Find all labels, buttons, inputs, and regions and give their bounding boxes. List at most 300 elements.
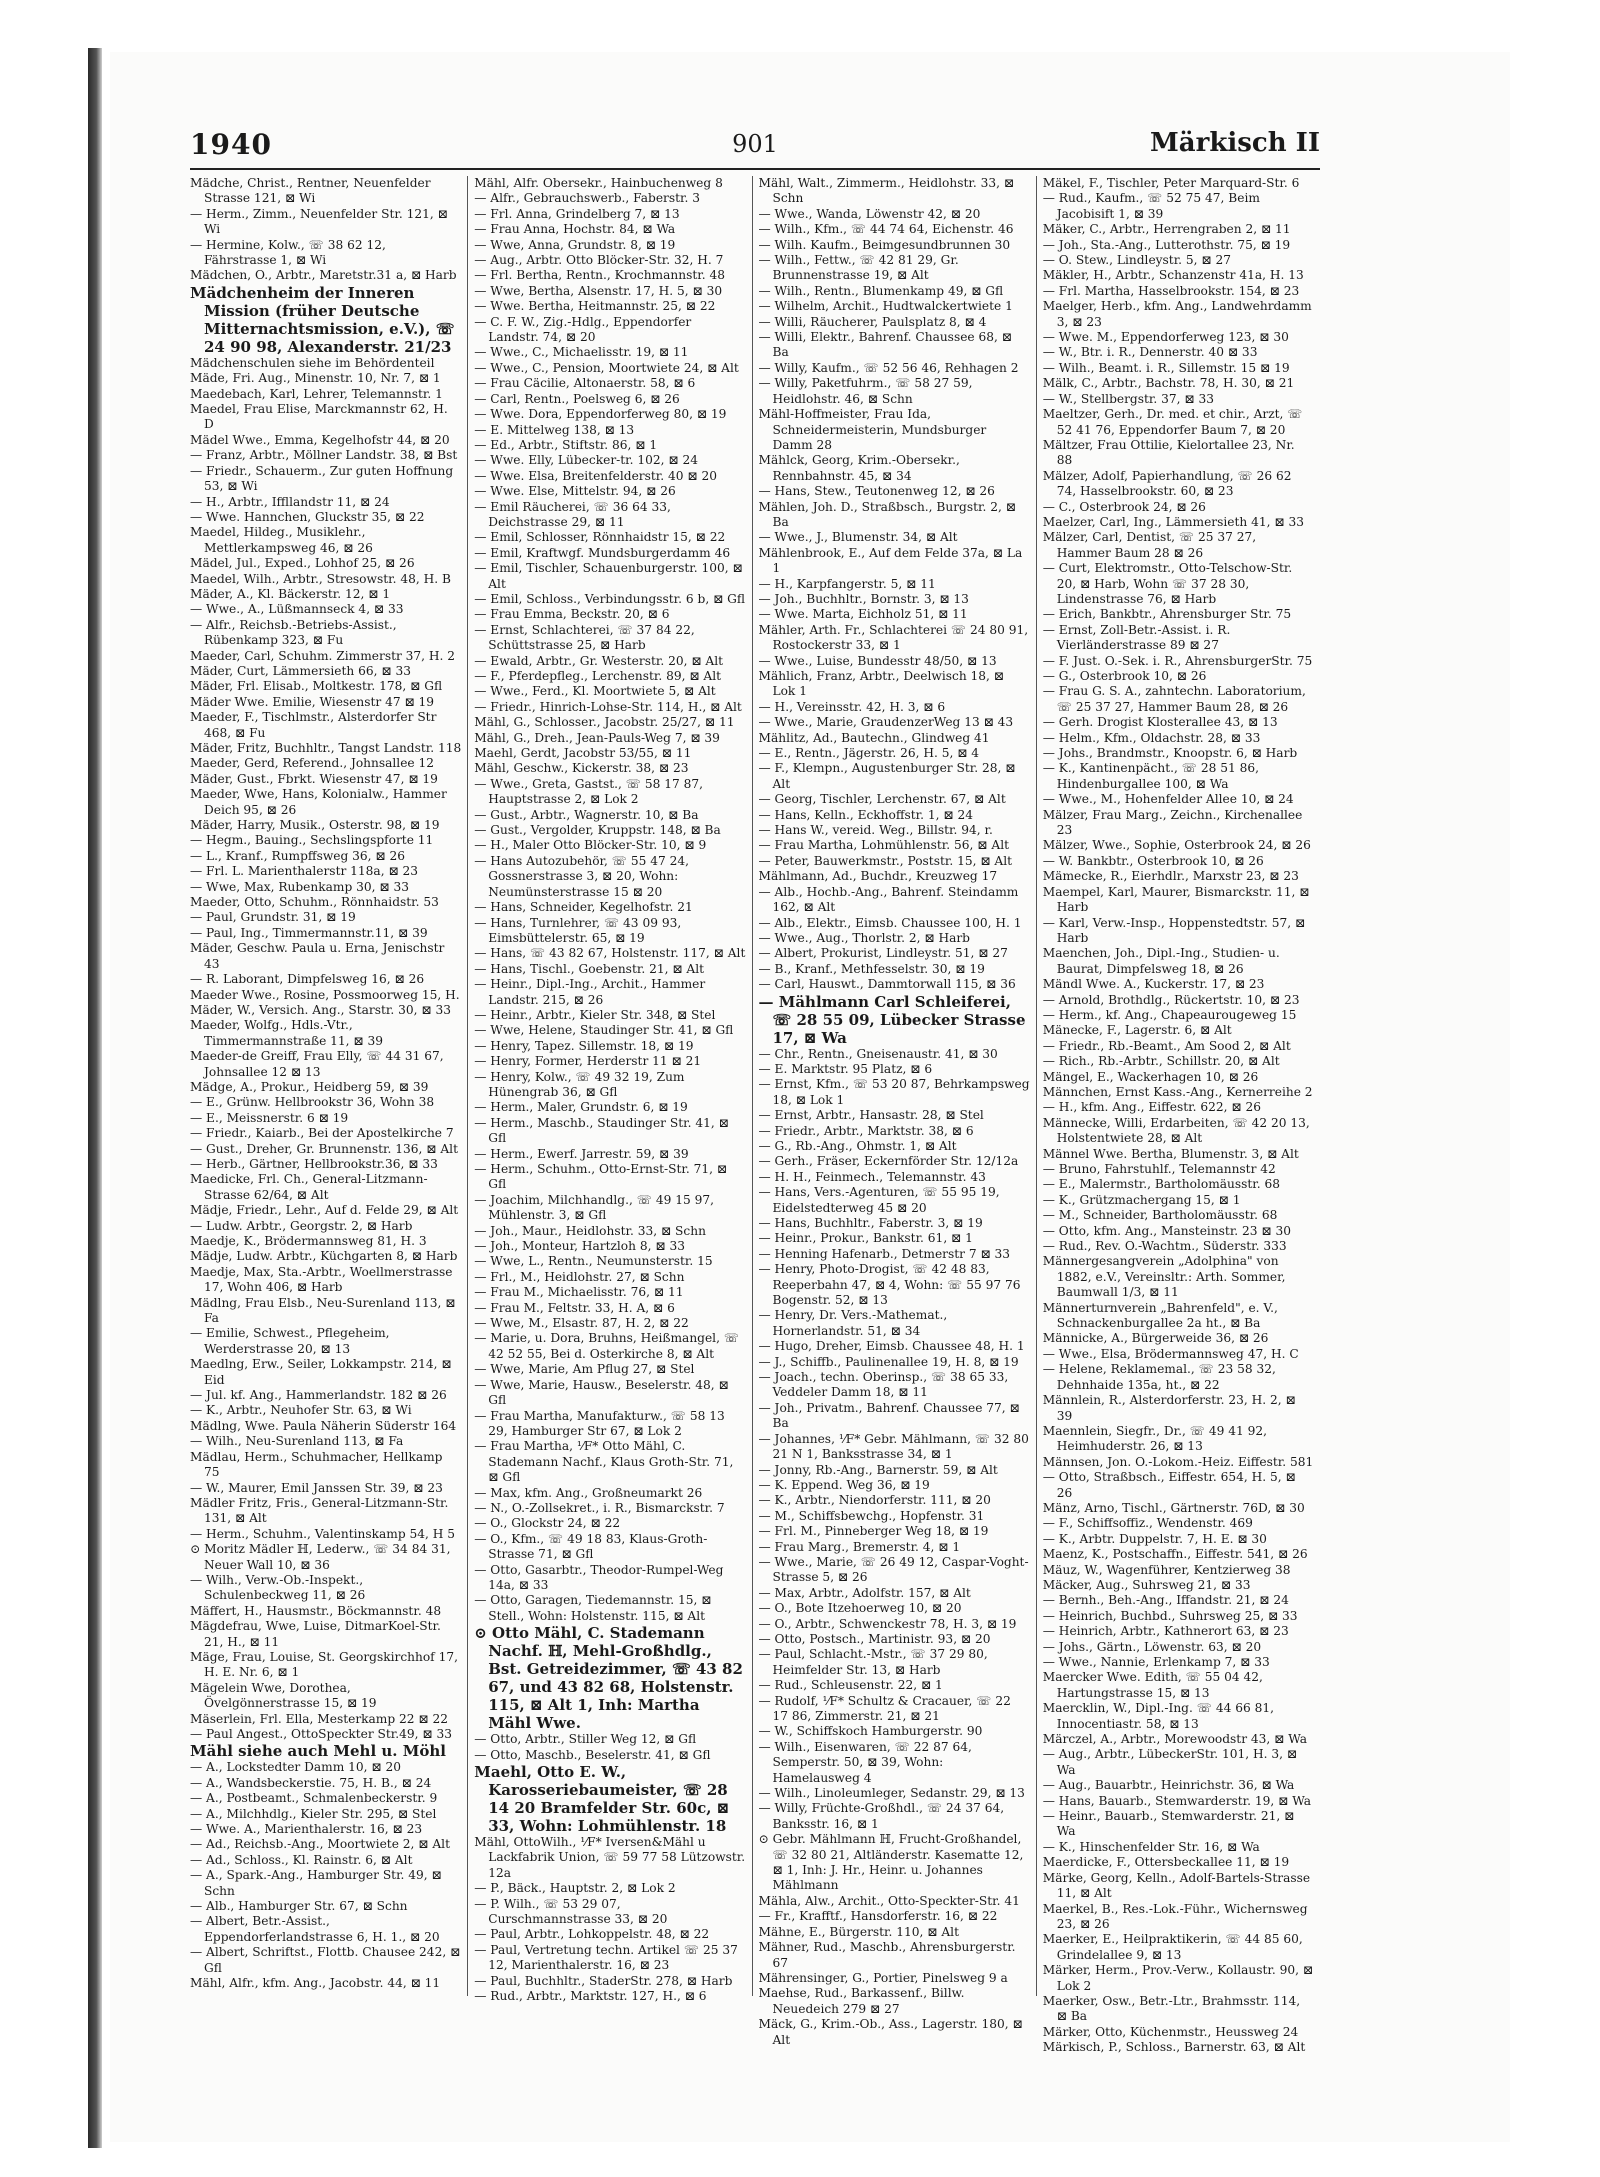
directory-entry: Maenchen, Joh., Dipl.-Ing., Studien- u. Baurat, Dimpfelsweg 18, ⊠ 26 xyxy=(1042,946,1280,976)
directory-entry: Mädchen, O., Arbtr., Maretstr.31 a, ⊠ Harb xyxy=(190,268,457,283)
directory-entry: — A., Milchhdlg., Kieler Str. 295, ⊠ Stel xyxy=(190,1806,437,1821)
directory-entry: — Aug., Arbtr. Otto Blöcker-Str. 32, H. 7 xyxy=(474,253,724,268)
directory-entry: Maeder Wwe., Rosine, Possmoorweg 15, H. xyxy=(190,987,460,1002)
directory-entry: — C. F. W., Zig.-Hdlg., Eppendorfer Landstr. 74, ⊠ 20 xyxy=(474,314,692,345)
directory-entry: — Wwe., J., Blumenstr. 34, ⊠ Alt xyxy=(758,530,958,545)
directory-entry: — K., Arbtr., Neuhofer Str. 63, ⊠ Wi xyxy=(190,1403,412,1418)
directory-entry: ⊙ Otto Mähl, C. Stademann Nachf. ℍ, Mehl-Großhdlg., Bst. Getreidezimmer, ☏ 43 82 67, und 43 82 68, Holstenstr. 115, ⊠ Alt 1, Inh: Martha Mähl Wwe. xyxy=(474,1624,743,1733)
directory-entry: Maeder, Wwe, Hans, Kolonialw., Hammer Deich 95, ⊠ 26 xyxy=(190,787,447,817)
directory-entry: — Friedr., Schauerm., Zur guten Hoffnung 53, ⊠ Wi xyxy=(190,463,454,494)
directory-entry: Maedlng, Erw., Seiler, Lokkampstr. 214, ⊠ Eid xyxy=(190,1357,452,1387)
directory-entry: — Herm., Maschb., Staudinger Str. 41, ⊠ Gfl xyxy=(474,1115,729,1146)
directory-entry: Mählenbrook, E., Auf dem Felde 37a, ⊠ La 1 xyxy=(758,545,1023,576)
directory-entry: — Wwe. Hannchen, Gluckstr 35, ⊠ 22 xyxy=(190,509,425,524)
directory-entry: — W., Maurer, Emil Janssen Str. 39, ⊠ 23 xyxy=(190,1480,443,1495)
directory-columns xyxy=(190,176,1320,2055)
header-year: 1940 xyxy=(190,128,272,161)
directory-entry: — O., Arbtr., Schwenckestr 78, H. 3, ⊠ 19 xyxy=(758,1616,1017,1631)
directory-entry: — Paul Angest., OttoSpeckter Str.49, ⊠ 33 xyxy=(190,1727,453,1741)
directory-entry: Mäserlein, Frl. Ella, Mesterkamp 22 ⊠ 22 xyxy=(190,1711,449,1726)
directory-entry: Männel Wwe. Bertha, Blumenstr. 3, ⊠ Alt xyxy=(1042,1146,1299,1161)
directory-entry: — C., Osterbrook 24, ⊠ 26 xyxy=(1042,499,1206,514)
directory-entry: Mähl, G., Dreh., Jean-Pauls-Weg 7, ⊠ 39 xyxy=(474,730,720,745)
directory-entry: — Wilh., Linoleumleger, Sedanstr. 29, ⊠ 13 xyxy=(758,1786,1025,1801)
directory-entry: — Albert, Schriftst., Flottb. Chausee 242, ⊠ Gfl xyxy=(190,1945,461,1975)
directory-entry: — Marie, u. Dora, Bruhns, Heißmangel, ☏ 42 52 55, Bei d. Osterkirche 8, ⊠ Alt xyxy=(474,1331,740,1361)
directory-entry: — K., Kantinenpächt., ☏ 28 51 86, Hindenburgallee 100, ⊠ Wa xyxy=(1042,761,1259,791)
directory-entry: Mähl, OttoWilh., ⅟F* Iversen&Mähl u Lackfabrik Union, ☏ 59 77 58 Lützowstr. 12a xyxy=(474,1835,746,1880)
directory-entry: — Friedr., Hinrich-Lohse-Str. 114, H., ⊠ Alt xyxy=(474,699,742,714)
directory-entry: Mählck, Georg, Krim.-Obersekr., Rennbahnstr. 45, ⊠ 34 xyxy=(758,453,960,483)
directory-entry: — Wilh., Fettw., ☏ 42 81 29, Gr. Brunnenstrasse 19, ⊠ Alt xyxy=(758,253,959,283)
directory-entry: Mäcker, Aug., Suhrsweg 21, ⊠ 33 xyxy=(1042,1577,1251,1592)
directory-entry: — Wwe., Marie, ☏ 26 49 12, Caspar-Voght-Strasse 5, ⊠ 26 xyxy=(758,1554,1029,1585)
directory-entry: — O. Stew., Lindleystr. 5, ⊠ 27 xyxy=(1042,253,1232,268)
directory-entry: — Ad., Reichsb.-Ang., Moortwiete 2, ⊠ Alt xyxy=(190,1837,450,1852)
page-header xyxy=(190,128,1320,164)
directory-entry: — Carl, Hauswt., Dammtorwall 115, ⊠ 36 xyxy=(758,977,1016,992)
directory-entry: — Carl, Rentn., Poelsweg 6, ⊠ 26 xyxy=(474,391,680,406)
directory-entry: — Franz, Arbtr., Möllner Landstr. 38, ⊠ Bst xyxy=(190,448,458,463)
directory-entry: — Heinr., Bauarb., Stemwarderstr. 21, ⊠ Wa xyxy=(1042,1809,1295,1839)
directory-entry: — Hans Autozubehör, ☏ 55 47 24, Gossnerstrasse 3, ⊠ 20, Wohn: Neumünsterstrasse 15 ⊠ 20 xyxy=(474,853,690,899)
directory-entry: — Hans, Kelln., Eckhoffstr. 1, ⊠ 24 xyxy=(758,807,973,822)
directory-entry: — Wwe. Elly, Lübecker-tr. 102, ⊠ 24 xyxy=(474,453,698,468)
directory-entry: — Albert, Betr.-Assist., Eppendorferlandstrasse 6, H. 1., ⊠ 20 xyxy=(190,1914,440,1944)
directory-entry: — E., Grünw. Hellbrookstr 36, Wohn 38 xyxy=(190,1095,435,1110)
directory-entry: Mändl Wwe. A., Kuckerstr. 17, ⊠ 23 xyxy=(1042,977,1265,992)
directory-entry: — Frau Cäcilie, Altonaerstr. 58, ⊠ 6 xyxy=(474,376,696,391)
directory-entry: — A., Spark.-Ang., Hamburger Str. 49, ⊠ Schn xyxy=(190,1868,442,1898)
directory-entry: — Hans, Tischl., Goebenstr. 21, ⊠ Alt xyxy=(474,961,705,976)
directory-entry: Mähla, Alw., Archit., Otto-Speckter-Str. 41 xyxy=(758,1893,1020,1908)
directory-entry: — Friedr., Arbtr., Marktstr. 38, ⊠ 6 xyxy=(758,1123,974,1138)
directory-entry: — M., Schiffsbewchg., Hopfenstr. 31 xyxy=(758,1508,985,1523)
directory-entry: — Hans, Vers.-Agenturen, ☏ 55 95 19, Eidelstedterweg 45 ⊠ 20 xyxy=(758,1185,1000,1215)
directory-entry: — Wwe, M., Elsastr. 87, H. 2, ⊠ 22 xyxy=(474,1316,689,1331)
directory-entry: Maedje, K., Brödermannsweg 81, H. 3 xyxy=(190,1234,427,1248)
directory-entry: — K. Eppend. Weg 36, ⊠ 19 xyxy=(758,1477,930,1492)
directory-entry: — K., Hinschenfelder Str. 16, ⊠ Wa xyxy=(1042,1839,1260,1854)
directory-entry: Maehse, Rud., Barkassenf., Billw. Neuedeich 279 ⊠ 27 xyxy=(758,1986,965,2016)
directory-entry: — Ernst, Schlachterei, ☏ 37 84 22, Schüttstrasse 25, ⊠ Harb xyxy=(474,622,695,653)
directory-entry: — B., Kranf., Methfesselstr. 30, ⊠ 19 xyxy=(758,961,985,976)
directory-entry: — Peter, Bauwerkmstr., Poststr. 15, ⊠ Alt xyxy=(758,853,1013,868)
directory-entry: — Friedr., Kaiarb., Bei der Apostelkirche 7 xyxy=(190,1126,454,1141)
directory-entry: Mäge, Frau, Louise, St. Georgskirchhof 17, H. E. Nr. 6, ⊠ 1 xyxy=(190,1649,458,1680)
directory-entry: Mähl, Walt., Zimmerm., Heidlohstr. 33, ⊠ Schn xyxy=(758,176,1015,206)
directory-entry: — Frau G. S. A., zahntechn. Laboratorium, ☏ 25 37 27, Hammer Baum 28, ⊠ 26 xyxy=(1042,684,1306,714)
directory-entry: Mäker, C., Arbtr., Herrengraben 2, ⊠ 11 xyxy=(1042,222,1291,237)
directory-entry: — Wilh., Neu-Surenland 113, ⊠ Fa xyxy=(190,1434,404,1449)
directory-entry: — Emil, Tischler, Schauenburgerstr. 100, ⊠ Alt xyxy=(474,561,743,591)
directory-entry: Mäck, G., Krim.-Ob., Ass., Lagerstr. 180, ⊠ Alt xyxy=(758,2017,1023,2047)
directory-entry: Märczel, A., Arbtr., Morewoodstr 43, ⊠ Wa xyxy=(1042,1732,1307,1747)
directory-entry: — Frl. Martha, Hasselbrookstr. 154, ⊠ 23 xyxy=(1042,283,1300,298)
directory-entry: Mähl, Alfr. Obersekr., Hainbuchenweg 8 xyxy=(474,176,723,190)
directory-entry: Mädge, A., Prokur., Heidberg 59, ⊠ 39 xyxy=(190,1079,429,1094)
directory-entry: Mängel, E., Wackerhagen 10, ⊠ 26 xyxy=(1042,1069,1259,1084)
directory-entry: Maeder, Otto, Schuhm., Rönnhaidstr. 53 xyxy=(190,895,439,910)
directory-entry: — Hans, Bauarb., Stemwarderstr. 19, ⊠ Wa xyxy=(1042,1793,1311,1808)
directory-entry: — Otto, Gasarbtr., Theodor-Rumpel-Weg 14a, ⊠ 33 xyxy=(474,1562,724,1592)
directory-entry: — Ewald, Arbtr., Gr. Westerstr. 20, ⊠ Alt xyxy=(474,653,724,668)
directory-entry: — A., Lockstedter Damm 10, ⊠ 20 xyxy=(190,1760,401,1775)
directory-entry: — H. H., Feinmech., Telemannstr. 43 xyxy=(758,1169,986,1184)
directory-entry: — Frau M., Feltstr. 33, H. A, ⊠ 6 xyxy=(474,1300,675,1315)
directory-entry: — E., Rentn., Jägerstr. 26, H. 5, ⊠ 4 xyxy=(758,746,980,761)
directory-entry: — Ed., Arbtr., Stiftstr. 86, ⊠ 1 xyxy=(474,437,658,452)
directory-entry: — Jul. kf. Ang., Hammerlandstr. 182 ⊠ 26 xyxy=(190,1388,447,1403)
directory-entry: — Frau Emma, Beckstr. 20, ⊠ 6 xyxy=(474,607,670,622)
directory-entry: — Herm., Zimm., Neuenfelder Str. 121, ⊠ Wi xyxy=(190,206,448,237)
directory-entry: — Frau M., Michaelisstr. 76, ⊠ 11 xyxy=(474,1285,684,1300)
directory-entry: — Joh., Sta.-Ang., Lutterothstr. 75, ⊠ 19 xyxy=(1042,237,1291,252)
directory-entry: — H., kfm. Ang., Eiffestr. 622, ⊠ 26 xyxy=(1042,1100,1261,1115)
directory-entry: Mäder, Frl. Elisab., Moltkestr. 178, ⊠ Gfl xyxy=(190,679,443,694)
directory-entry: — Paul, Buchhltr., StaderStr. 278, ⊠ Harb xyxy=(474,1973,733,1988)
directory-entry: — Georg, Tischler, Lerchenstr. 67, ⊠ Alt xyxy=(758,792,1006,807)
directory-entry: — Hans, Buchhltr., Faberstr. 3, ⊠ 19 xyxy=(758,1216,983,1230)
directory-entry: — Wwe, Helene, Staudinger Str. 41, ⊠ Gfl xyxy=(474,1023,734,1038)
directory-entry: Mäde, Fri. Aug., Minenstr. 10, Nr. 7, ⊠ 1 xyxy=(190,371,441,386)
directory-entry: Mäuz, W., Wagenführer, Kentzierweg 38 xyxy=(1042,1562,1291,1577)
directory-entry: — Otto, Garagen, Tiedemannstr. 15, ⊠ Stell., Wohn: Holstenstr. 115, ⊠ Alt xyxy=(474,1593,712,1623)
directory-entry: — Willi, Räucherer, Paulsplatz 8, ⊠ 4 xyxy=(758,314,987,329)
directory-entry: Mänz, Arno, Tischl., Gärtnerstr. 76D, ⊠ 30 xyxy=(1042,1500,1305,1515)
directory-entry: — Wilh., Beamt. i. R., Sillemstr. 15 ⊠ 19 xyxy=(1042,360,1290,375)
directory-entry: Maehl, Gerdt, Jacobstr 53/55, ⊠ 11 xyxy=(474,746,692,761)
directory-entry: — K., Arbtr., Niendorferstr. 111, ⊠ 20 xyxy=(758,1493,991,1508)
directory-entry: ⊙ Gebr. Mählmann ℍ, Frucht-Großhandel, ☏ 32 80 21, Altländerstr. Kasematte 12, ⊠ 1, Inh: J. Hr., Heinr. u. Johannes Mählmann xyxy=(758,1832,1024,1893)
directory-entry: — Max, Arbtr., Adolfstr. 157, ⊠ Alt xyxy=(758,1585,971,1600)
directory-entry: Mälzer, Adolf, Papierhandlung, ☏ 26 62 74, Hasselbrookstr. 60, ⊠ 23 xyxy=(1042,468,1292,499)
directory-entry: — Wilh. Kaufm., Beimgesundbrunnen 30 xyxy=(758,237,1011,252)
directory-entry: — Wwe., Ferd., Kl. Moortwiete 5, ⊠ Alt xyxy=(474,684,716,699)
directory-entry: — Bernh., Beh.-Ang., Iffandstr. 21, ⊠ 24 xyxy=(1042,1593,1289,1608)
directory-entry: — Heinrich, Buchbd., Suhrsweg 25, ⊠ 33 xyxy=(1042,1608,1298,1623)
directory-entry: — Wwe. Dora, Eppendorferweg 80, ⊠ 19 xyxy=(474,407,727,422)
directory-entry: — Ernst, Arbtr., Hansastr. 28, ⊠ Stel xyxy=(758,1108,984,1123)
directory-entry: Maeltzer, Gerh., Dr. med. et chir., Arzt, ☏ 52 41 76, Eppendorfer Baum 7, ⊠ 20 xyxy=(1042,407,1303,437)
directory-entry: Mäkel, F., Tischler, Peter Marquard-Str. 6 xyxy=(1042,176,1300,190)
directory-entry: — Willy, Paketfuhrm., ☏ 58 27 59, Heidlohstr. 46, ⊠ Schn xyxy=(758,376,973,406)
directory-entry: — Wwe., Elsa, Brödermannsweg 47, H. C xyxy=(1042,1346,1299,1361)
directory-entry: — Joh., Buchhltr., Bornstr. 3, ⊠ 13 xyxy=(758,591,969,606)
directory-entry: — Wwe., Marie, GraudenzerWeg 13 ⊠ 43 xyxy=(758,715,1014,730)
directory-entry: — Hans, ☏ 43 82 67, Holstenstr. 117, ⊠ Alt xyxy=(474,946,746,961)
directory-entry: Maennlein, Siegfr., Dr., ☏ 49 41 92, Heimhuderstr. 26, ⊠ 13 xyxy=(1042,1423,1268,1454)
directory-entry: — Wwe., Greta, Gastst., ☏ 58 17 87, Hauptstrasse 2, ⊠ Lok 2 xyxy=(474,776,703,807)
directory-entry: — Rud., Kaufm., ☏ 52 75 47, Beim Jacobisift 1, ⊠ 39 xyxy=(1042,191,1260,221)
directory-entry: — Wilh., Verw.-Ob.-Inspekt., Schulenbeckweg 11, ⊠ 26 xyxy=(190,1572,366,1603)
directory-entry: — Wilh., Rentn., Blumenkamp 49, ⊠ Gfl xyxy=(758,283,1004,298)
directory-entry: — Wilh., Kfm., ☏ 44 74 64, Eichenstr. 46 xyxy=(758,222,1014,237)
directory-entry: — Heinrich, Arbtr., Kathnerort 63, ⊠ 23 xyxy=(1042,1624,1289,1639)
directory-entry: — Gust., Vergolder, Kruppstr. 148, ⊠ Ba xyxy=(474,823,721,838)
directory-entry: — Frl., M., Heidlohstr. 27, ⊠ Schn xyxy=(474,1269,685,1284)
directory-entry: — Emil Räucherei, ☏ 36 64 33, Deichstrasse 29, ⊠ 11 xyxy=(474,499,671,529)
directory-entry: — R. Laborant, Dimpfelsweg 16, ⊠ 26 xyxy=(190,972,425,987)
directory-entry: Mähl, Alfr., kfm. Ang., Jacobstr. 44, ⊠ 11 xyxy=(190,1976,441,1991)
directory-entry: — Joach., techn. Oberinsp., ☏ 38 65 33, Veddeler Damm 18, ⊠ 11 xyxy=(758,1370,1009,1400)
directory-entry: Männlein, R., Alsterdorferstr. 23, H. 2, ⊠ 39 xyxy=(1042,1393,1296,1423)
directory-entry: Maelzer, Carl, Ing., Lämmersieth 41, ⊠ 33 xyxy=(1042,514,1304,529)
directory-entry: Mäder, Gust., Fbrkt. Wiesenstr 47, ⊠ 19 xyxy=(190,771,438,786)
directory-entry: — Otto, Postsch., Martinistr. 93, ⊠ 20 xyxy=(758,1631,991,1646)
directory-entry: — Wwe, Marie, Hausw., Beselerstr. 48, ⊠ Gfl xyxy=(474,1377,729,1408)
directory-entry: — M., Schneider, Bartholomäusstr. 68 xyxy=(1042,1208,1278,1223)
directory-entry: Mählich, Franz, Arbtr., Deelwisch 18, ⊠ Lok 1 xyxy=(758,669,1005,699)
directory-entry: — Wwe. M., Eppendorferweg 123, ⊠ 30 xyxy=(1042,330,1289,345)
directory-entry: Mäder, Fritz, Buchhltr., Tangst Landstr. 118 xyxy=(190,741,462,755)
directory-entry: Maercklin, W., Dipl.-Ing. ☏ 44 66 81, Innocentiastr. 58, ⊠ 13 xyxy=(1042,1701,1274,1731)
directory-entry: — Emilie, Schwest., Pflegeheim, Werderstrasse 20, ⊠ 13 xyxy=(190,1326,390,1356)
directory-entry: Männicke, A., Bürgerweide 36, ⊠ 26 xyxy=(1042,1331,1269,1346)
directory-entry: Märker, Herm., Prov.-Verw., Kollaustr. 90, ⊠ Lok 2 xyxy=(1042,1963,1314,1993)
directory-entry: — H., Vereinsstr. 42, H. 3, ⊠ 6 xyxy=(758,699,946,714)
directory-entry: Mägdefrau, Wwe, Luise, DitmarKoel-Str. 21, H., ⊠ 11 xyxy=(190,1619,441,1649)
directory-entry: — Hans, Stew., Teutonenweg 12, ⊠ 26 xyxy=(758,484,995,499)
directory-entry: — F., Schiffsoffiz., Wendenstr. 469 xyxy=(1042,1516,1253,1531)
directory-entry: — Wilhelm, Archit., Hudtwalckertwiete 1 xyxy=(758,299,1013,314)
directory-entry: Mäder, Harry, Musik., Osterstr. 98, ⊠ 19 xyxy=(190,818,440,833)
directory-entry: — P. Wilh., ☏ 53 29 07, Curschmannstrasse 33, ⊠ 20 xyxy=(474,1896,668,1927)
directory-entry: — Alfr., Gebrauchswerb., Faberstr. 3 xyxy=(474,191,701,206)
directory-entry: — Chr., Rentn., Gneisenaustr. 41, ⊠ 30 xyxy=(758,1046,998,1061)
directory-entry: — Alb., Hamburger Str. 67, ⊠ Schn xyxy=(190,1899,408,1914)
directory-entry: Maeder, F., Tischlmstr., Alsterdorfer Str 468, ⊠ Fu xyxy=(190,710,437,740)
directory-entry: — Hegm., Bauing., Sechslingspforte 11 xyxy=(190,833,434,848)
directory-entry: ⊙ Moritz Mädler ℍ, Lederw., ☏ 34 84 31, Neuer Wall 10, ⊠ 36 xyxy=(190,1542,451,1572)
directory-entry: — Paul, Arbtr., Lohkoppelstr. 48, ⊠ 22 xyxy=(474,1927,710,1942)
directory-entry: Mälk, C., Arbtr., Bachstr. 78, H. 30, ⊠ 21 xyxy=(1042,376,1295,391)
directory-entry: Männsen, Jon. O.-Lokom.-Heiz. Eiffestr. 581 xyxy=(1042,1454,1314,1469)
directory-entry: — Heinr., Arbtr., Kieler Str. 348, ⊠ Stel xyxy=(474,1007,716,1022)
directory-entry: — Max, kfm. Ang., Großneumarkt 26 xyxy=(474,1485,703,1500)
header-rule xyxy=(190,168,1320,170)
directory-entry: Mählitz, Ad., Bautechn., Glindweg 41 xyxy=(758,730,990,745)
directory-entry: Maelger, Herb., kfm. Ang., Landwehrdamm 3, ⊠ 23 xyxy=(1042,299,1312,329)
directory-entry: Märker, Otto, Küchenmstr., Heussweg 24 xyxy=(1042,2024,1299,2039)
directory-entry: — Henry, Former, Herderstr 11 ⊠ 21 xyxy=(474,1054,702,1069)
directory-entry: — E., Malermstr., Bartholomäusstr. 68 xyxy=(1042,1177,1281,1192)
directory-entry: — Wwe, Marie, Am Pflug 27, ⊠ Stel xyxy=(474,1362,695,1377)
directory-entry: — A., Wandsbeckerstie. 75, H. B., ⊠ 24 xyxy=(190,1775,432,1790)
directory-entry: — Frl. Bertha, Rentn., Krochmannstr. 48 xyxy=(474,268,725,283)
directory-entry: — A., Postbeamt., Schmalenbeckerstr. 9 xyxy=(190,1791,438,1806)
directory-entry: Mädche, Christ., Rentner, Neuenfelder Strasse 121, ⊠ Wi xyxy=(190,176,431,206)
directory-entry: Maerdicke, F., Ottersbeckallee 11, ⊠ 19 xyxy=(1042,1855,1290,1870)
directory-entry: — Hans, Turnlehrer, ☏ 43 09 93, Eimsbüttelerstr. 65, ⊠ 19 xyxy=(474,915,682,945)
directory-column-3 xyxy=(752,176,1036,2047)
directory-entry: — Jonny, Rb.-Ang., Barnerstr. 59, ⊠ Alt xyxy=(758,1462,998,1477)
directory-entry: Mädel, Jul., Exped., Lohhof 25, ⊠ 26 xyxy=(190,556,415,571)
directory-entry: Männerturnverein „Bahrenfeld", e. V., Schnackenburgallee 2a ht., ⊠ Ba xyxy=(1042,1300,1278,1331)
directory-entry: — Herm., kf. Ang., Chapeaurougeweg 15 xyxy=(1042,1007,1297,1022)
directory-entry: — Alb., Hochb.-Ang., Bahrenf. Steindamm 162, ⊠ Alt xyxy=(758,884,1019,915)
directory-entry: — Arnold, Brothdlg., Rückertstr. 10, ⊠ 23 xyxy=(1042,992,1300,1007)
directory-entry: — P., Bäck., Hauptstr. 2, ⊠ Lok 2 xyxy=(474,1881,676,1896)
directory-entry: — Willi, Elektr., Bahrenf. Chaussee 68, ⊠ Ba xyxy=(758,330,1012,360)
directory-entry: — Frl. L. Marienthalerstr 118a, ⊠ 23 xyxy=(190,864,419,879)
directory-entry: — Rud., Rev. O.-Wachtm., Süderstr. 333 xyxy=(1042,1239,1287,1254)
directory-column-1 xyxy=(190,176,467,1996)
header-running-title: Märkisch II xyxy=(1150,128,1320,158)
directory-entry: — Wwe, Anna, Grundstr. 8, ⊠ 19 xyxy=(474,237,676,252)
directory-entry: — K., Arbtr. Duppelstr. 7, H. E. ⊠ 30 xyxy=(1042,1531,1267,1546)
directory-entry: Männchen, Ernst Kass.-Ang., Kernerreihe 2 xyxy=(1042,1084,1313,1099)
directory-entry: Mähl-Hoffmeister, Frau Ida, Schneidermeisterin, Mundsburger Damm 28 xyxy=(758,407,987,452)
directory-entry: — Wwe., Aug., Thorlstr. 2, ⊠ Harb xyxy=(758,930,970,945)
directory-entry: — Joh., Monteur, Hartzloh 8, ⊠ 33 xyxy=(474,1239,685,1254)
directory-entry: — Hans, Schneider, Kegelhofstr. 21 xyxy=(474,900,693,915)
directory-entry: Maerkel, B., Res.-Lok.-Führ., Wichernsweg 23, ⊠ 26 xyxy=(1042,1901,1308,1931)
directory-entry: — Willy, Früchte-Großhdl., ☏ 24 37 64, Banksstr. 16, ⊠ 1 xyxy=(758,1801,1005,1831)
directory-entry: — Johannes, ⅟F* Gebr. Mählmann, ☏ 32 80 21 N 1, Banksstrasse 34, ⊠ 1 xyxy=(758,1431,1029,1462)
directory-entry: — Friedr., Rb.-Beamt., Am Sood 2, ⊠ Alt xyxy=(1042,1038,1291,1053)
directory-entry: — Paul, Vertretung techn. Artikel ☏ 25 37 12, Marienthalerstr. 16, ⊠ 23 xyxy=(474,1942,738,1973)
directory-entry: — Frl. M., Pinneberger Weg 18, ⊠ 19 xyxy=(758,1524,989,1539)
directory-entry: — O., Glockstr 24, ⊠ 22 xyxy=(474,1516,621,1531)
directory-entry: — Curt, Elektromstr., Otto-Telschow-Str. 20, ⊠ Harb, Wohn ☏ 37 28 30, Lindenstrasse 76, ⊠ Harb xyxy=(1042,561,1293,606)
directory-entry: Maedel, Wilh., Arbtr., Stresowstr. 48, H. B xyxy=(190,571,451,586)
directory-entry: Maerker, Osw., Betr.-Ltr., Brahmsstr. 114, ⊠ Ba xyxy=(1042,1993,1301,2024)
directory-entry: Maedel, Hildeg., Musiklehr., Mettlerkampsweg 46, ⊠ 26 xyxy=(190,525,373,555)
directory-entry: — Erich, Bankbtr., Ahrensburger Str. 75 xyxy=(1042,607,1292,622)
directory-entry: — Albert, Prokurist, Lindleystr. 51, ⊠ 27 xyxy=(758,946,1008,961)
directory-entry: — Joachim, Milchhandlg., ☏ 49 15 97, Mühlenstr. 3, ⊠ Gfl xyxy=(474,1192,714,1223)
directory-entry: — Herm., Maler, Grundstr. 6, ⊠ 19 xyxy=(474,1100,688,1115)
directory-entry: — Paul, Schlacht.-Mstr., ☏ 37 29 80, Heimfelder Str. 13, ⊠ Harb xyxy=(758,1647,988,1677)
directory-entry: — Wwe. Else, Mittelstr. 94, ⊠ 26 xyxy=(474,484,676,499)
directory-entry: Maempel, Karl, Maurer, Bismarckstr. 11, ⊠ Harb xyxy=(1042,884,1310,915)
directory-entry: Mädje, Friedr., Lehr., Auf d. Felde 29, ⊠ Alt xyxy=(190,1203,459,1218)
directory-entry: — Heinr., Dipl.-Ing., Archit., Hammer Landstr. 215, ⊠ 26 xyxy=(474,977,706,1007)
directory-entry: — Frl. Anna, Grindelberg 7, ⊠ 13 xyxy=(474,206,680,221)
directory-entry: Maeder, Gerd, Referend., Johnsallee 12 xyxy=(190,756,434,771)
directory-entry: Mälzer, Carl, Dentist, ☏ 25 37 27, Hammer Baum 28 ⊠ 26 xyxy=(1042,530,1257,560)
directory-entry: — Herm., Ewerf. Jarrestr. 59, ⊠ 39 xyxy=(474,1146,689,1161)
directory-entry: — H., Karpfangerstr. 5, ⊠ 11 xyxy=(758,576,936,591)
directory-entry: — Henning Hafenarb., Detmerstr 7 ⊠ 33 xyxy=(758,1246,1011,1261)
directory-entry: Mälzer, Frau Marg., Zeichn., Kirchenallee 23 xyxy=(1042,807,1303,838)
directory-entry: — Alb., Elektr., Eimsb. Chaussee 100, H. 1 xyxy=(758,915,1022,930)
directory-entry: — Joh., Maur., Heidlohstr. 33, ⊠ Schn xyxy=(474,1223,706,1238)
directory-entry: — O., Bote Itzehoerweg 10, ⊠ 20 xyxy=(758,1601,962,1616)
directory-entry: — Johs., Gärtn., Löwenstr. 63, ⊠ 20 xyxy=(1042,1639,1262,1654)
directory-entry: Mähler, Arth. Fr., Schlachterei ☏ 24 80 91, Rostockerstr 33, ⊠ 1 xyxy=(758,622,1029,653)
directory-entry: — Frau Martha, Manufakturw., ☏ 58 13 29, Hamburger Str 67, ⊠ Lok 2 xyxy=(474,1408,725,1438)
directory-entry: Mädje, Ludw. Arbtr., Küchgarten 8, ⊠ Harb xyxy=(190,1249,458,1264)
directory-entry: Mähl siehe auch Mehl u. Möhl xyxy=(190,1742,446,1761)
directory-entry: — Wilh., Eisenwaren, ☏ 22 87 64, Semperstr. 50, ⊠ 39, Wohn: Hamelausweg 4 xyxy=(758,1739,972,1785)
directory-entry: — Hugo, Dreher, Eimsb. Chaussee 48, H. 1 xyxy=(758,1339,1025,1354)
directory-entry: Mählen, Joh. D., Straßbsch., Burgstr. 2, ⊠ Ba xyxy=(758,499,1016,529)
directory-entry: — Aug., Arbtr., LübeckerStr. 101, H. 3, ⊠ Wa xyxy=(1042,1747,1298,1777)
directory-entry: — E. Mittelweg 138, ⊠ 13 xyxy=(474,422,635,437)
directory-entry: — Wwe., Wanda, Löwenstr 42, ⊠ 20 xyxy=(758,206,981,221)
directory-entry: Mädchenheim der Inneren Mission (früher Deutsche Mitternachtsmission, e.V.), ☏ 24 90 98, Alexanderstr. 21/23 xyxy=(190,283,455,356)
directory-entry: — Wwe., A., Lüßmannseck 4, ⊠ 33 xyxy=(190,602,404,617)
directory-entry: — Wwe., Luise, Bundesstr 48/50, ⊠ 13 xyxy=(758,653,997,668)
directory-entry: — Joh., Privatm., Bahrenf. Chaussee 77, ⊠ Ba xyxy=(758,1400,1020,1431)
directory-entry: Mähner, Rud., Maschb., Ahrensburgerstr. 67 xyxy=(758,1940,1016,1970)
directory-entry: Mälzer, Wwe., Sophie, Osterbrook 24, ⊠ 26 xyxy=(1042,838,1311,853)
directory-entry: — Wwe. Bertha, Heitmannstr. 25, ⊠ 22 xyxy=(474,299,716,314)
directory-entry: — Bruno, Fahrstuhlf., Telemannstr 42 xyxy=(1042,1162,1276,1176)
directory-entry: Mäder, W., Versich. Ang., Starstr. 30, ⊠ 33 xyxy=(190,1002,451,1017)
directory-entry: — Gust., Arbtr., Wagnerstr. 10, ⊠ Ba xyxy=(474,807,699,822)
directory-entry: — Wwe., M., Hohenfelder Allee 10, ⊠ 24 xyxy=(1042,792,1294,807)
directory-entry: — Aug., Bauarbtr., Heinrichstr. 36, ⊠ Wa xyxy=(1042,1778,1295,1793)
directory-entry: Mädler Fritz, Fris., General-Litzmann-Str. 131, ⊠ Alt xyxy=(190,1495,449,1526)
directory-entry: — Wwe, L., Rentn., Neumunsterstr. 15 xyxy=(474,1254,713,1269)
directory-entry: — Wwe., C., Pension, Moortwiete 24, ⊠ Alt xyxy=(474,360,739,375)
header-page-number: 901 xyxy=(732,130,778,158)
directory-entry: — F., Klempn., Augustenburger Str. 28, ⊠ Alt xyxy=(758,761,1016,791)
directory-entry: Maedicke, Frl. Ch., General-Litzmann-Strasse 62/64, ⊠ Alt xyxy=(190,1172,428,1202)
directory-entry: — G., Rb.-Ang., Ohmstr. 1, ⊠ Alt xyxy=(758,1138,957,1153)
directory-entry: Maeder, Wolfg., Hdls.-Vtr., Timmermannstraße 11, ⊠ 39 xyxy=(190,1018,384,1048)
directory-entry: Mädlng, Wwe. Paula Näherin Süderstr 164 xyxy=(190,1418,457,1433)
directory-entry: Mähl, G., Schlosser., Jacobstr. 25/27, ⊠ 11 xyxy=(474,715,735,730)
directory-entry: Mäder, Geschw. Paula u. Erna, Jenischstr 43 xyxy=(190,941,445,971)
directory-entry: — Wwe, Bertha, Alsenstr. 17, H. 5, ⊠ 30 xyxy=(474,283,723,298)
directory-entry: — Heinr., Prokur., Bankstr. 61, ⊠ 1 xyxy=(758,1231,973,1246)
directory-entry: Mänecke, F., Lagerstr. 6, ⊠ Alt xyxy=(1042,1023,1232,1038)
directory-entry: — Ludw. Arbtr., Georgstr. 2, ⊠ Harb xyxy=(190,1218,413,1233)
directory-entry: — Rudolf, ⅟F* Schultz & Cracauer, ☏ 22 17 86, Zimmerstr. 21, ⊠ 21 xyxy=(758,1693,1011,1723)
directory-entry: — Emil, Schloss., Verbindungsstr. 6 b, ⊠ Gfl xyxy=(474,591,746,606)
directory-entry: Männecke, Willi, Erdarbeiten, ☏ 42 20 13, Holstentwiete 28, ⊠ Alt xyxy=(1042,1115,1310,1146)
directory-entry: Mähne, E., Bürgerstr. 110, ⊠ Alt xyxy=(758,1924,959,1939)
directory-entry: — G., Osterbrook 10, ⊠ 26 xyxy=(1042,669,1207,683)
directory-entry: Maerker, E., Heilpraktikerin, ☏ 44 85 60, Grindelallee 9, ⊠ 13 xyxy=(1042,1932,1303,1962)
directory-entry: — L., Kranf., Rumpffsweg 36, ⊠ 26 xyxy=(190,848,405,863)
directory-entry: Männergesangverein „Adolphina" von 1882, e.V., Vereinsltr.: Arth. Sommer, Baumwall 1/3, ⊠ 11 xyxy=(1042,1254,1286,1300)
directory-entry: — Rud., Schleusenstr. 22, ⊠ 1 xyxy=(758,1678,943,1693)
directory-entry: Maedebach, Karl, Lehrer, Telemannstr. 1 xyxy=(190,386,443,401)
directory-entry: Maehl, Otto E. W., Karosseriebaumeister, ☏ 28 14 20 Bramfelder Str. 60c, ⊠ 33, Wohn: Lohmühlenstr. 18 xyxy=(474,1763,730,1835)
directory-entry: Mährensinger, G., Portier, Pinelsweg 9 a xyxy=(758,1970,1008,1985)
directory-entry: — Hermine, Kolw., ☏ 38 62 12, Fährstrasse 1, ⊠ Wi xyxy=(190,237,386,268)
directory-entry: — Emil, Kraftwgf. Mundsburgerdamm 46 xyxy=(474,545,731,560)
directory-entry: Mäder, Curt, Lämmersieth 66, ⊠ 33 xyxy=(190,663,411,678)
directory-entry: Mägelein Wwe, Dorothea, Övelgönnerstrasse 15, ⊠ 19 xyxy=(190,1680,377,1711)
directory-column-4 xyxy=(1036,176,1320,2055)
directory-entry: Mältzer, Frau Ottilie, Kielortallee 23, Nr. 88 xyxy=(1042,437,1295,468)
directory-entry: — Ernst, Kfm., ☏ 53 20 87, Behrkampsweg 18, ⊠ Lok 1 xyxy=(758,1077,1030,1107)
directory-entry: Mäder, A., Kl. Bäckerstr. 12, ⊠ 1 xyxy=(190,586,391,601)
directory-entry: — H., Arbtr., Iffllandstr 11, ⊠ 24 xyxy=(190,494,390,509)
directory-entry: Maeder, Carl, Schuhm. Zimmerstr 37, H. 2 xyxy=(190,648,456,663)
directory-entry: Märke, Georg, Kelln., Adolf-Bartels-Strasse 11, ⊠ Alt xyxy=(1042,1870,1311,1901)
directory-entry: — Wwe. A., Marienthalerstr. 16, ⊠ 23 xyxy=(190,1822,423,1837)
directory-entry: — Frau Anna, Hochstr. 84, ⊠ Wa xyxy=(474,222,676,237)
directory-entry: — Otto, kfm. Ang., Mansteinstr. 23 ⊠ 30 xyxy=(1042,1223,1292,1238)
directory-entry: Maercker Wwe. Edith, ☏ 55 04 42, Hartungstrasse 15, ⊠ 13 xyxy=(1042,1670,1263,1700)
directory-entry: — Frau Martha, Lohmühlenstr. 56, ⊠ Alt xyxy=(758,838,1009,853)
directory-entry: Maeder-de Greiff, Frau Elly, ☏ 44 31 67, Johnsallee 12 ⊠ 13 xyxy=(190,1049,444,1079)
directory-entry: Mädel Wwe., Emma, Kegelhofstr 44, ⊠ 20 xyxy=(190,432,450,447)
directory-entry: — Herb., Gärtner, Hellbrookstr.36, ⊠ 33 xyxy=(190,1156,438,1171)
directory-entry: Maedje, Max, Sta.-Arbtr., Woellmerstrasse 17, Wohn 406, ⊠ Harb xyxy=(190,1264,453,1295)
directory-entry: — Henry, Tapez. Sillemstr. 18, ⊠ 19 xyxy=(474,1038,694,1053)
directory-entry: — Paul, Grundstr. 31, ⊠ 19 xyxy=(190,910,356,925)
directory-entry: — Rich., Rb.-Arbtr., Schillstr. 20, ⊠ Alt xyxy=(1042,1054,1280,1069)
directory-entry: — Henry, Dr. Vers.-Mathemat., Hornerlandstr. 51, ⊠ 34 xyxy=(758,1308,948,1338)
